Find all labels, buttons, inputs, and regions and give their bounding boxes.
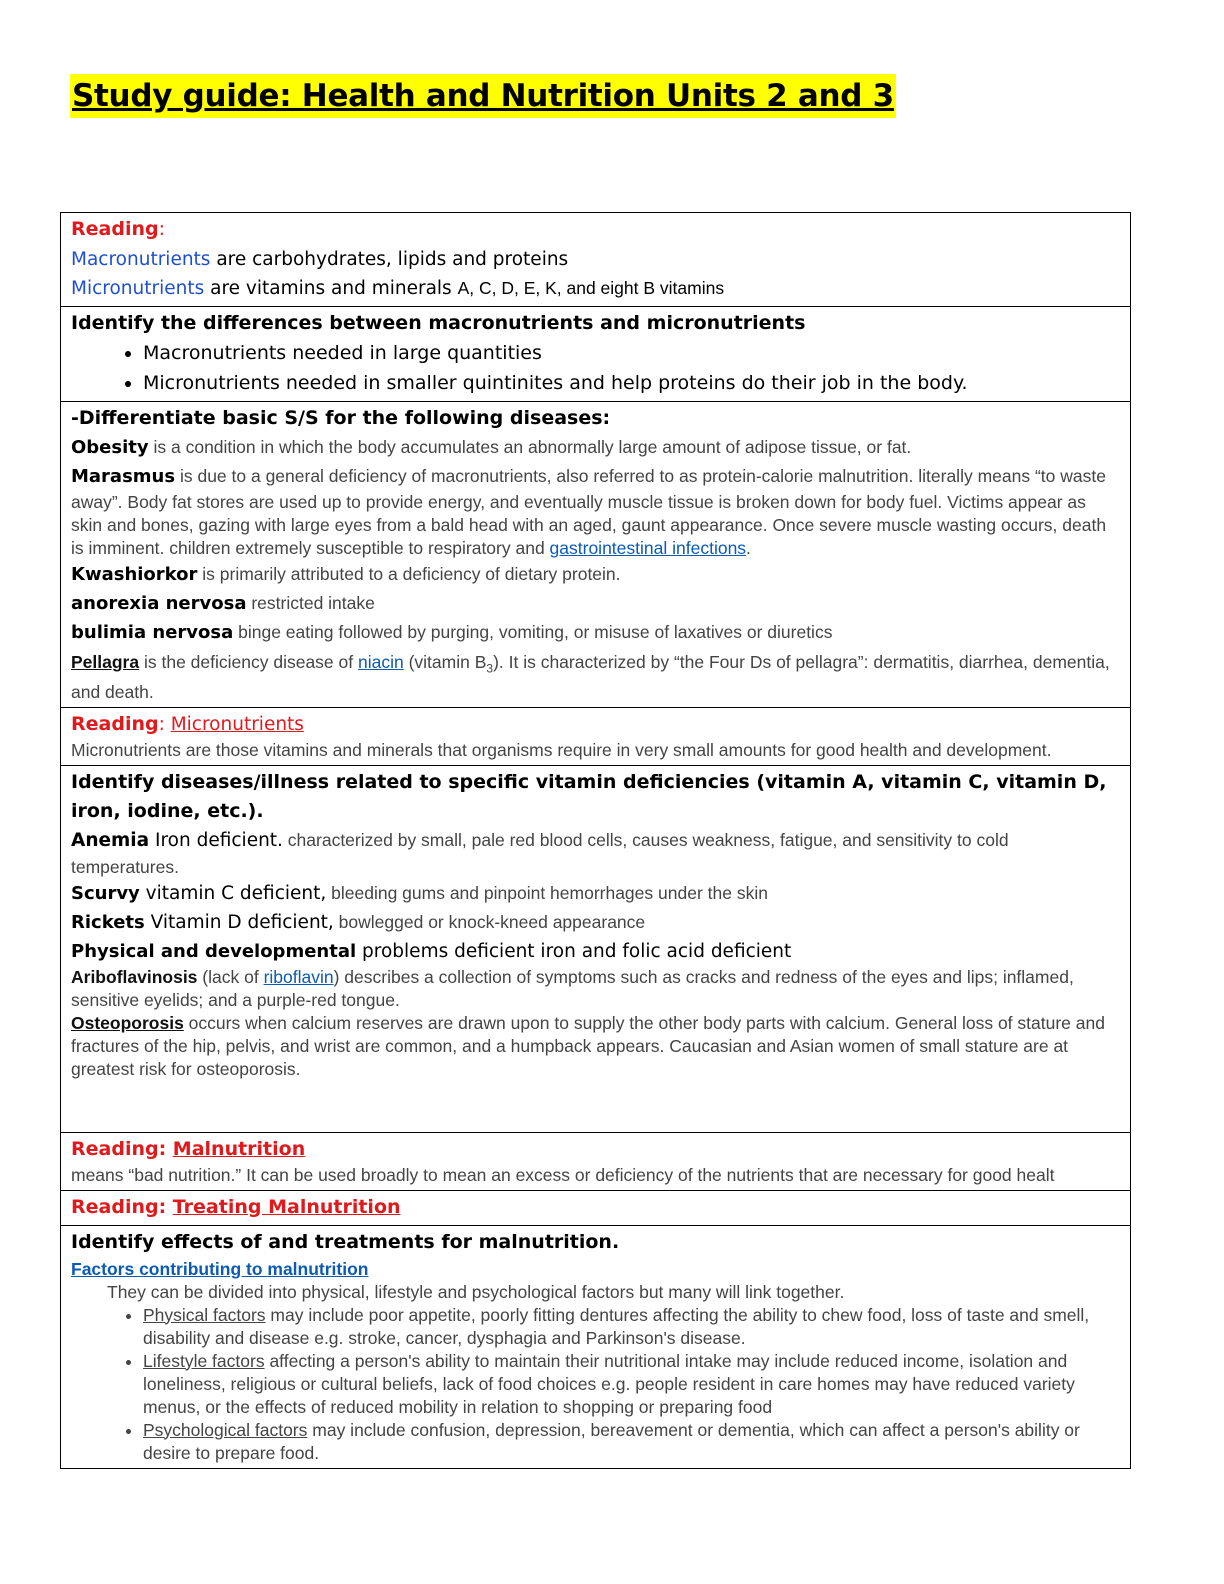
list-item: [143, 1350, 1120, 1419]
riboflavin-link[interactable]: riboflavin: [263, 966, 334, 987]
pellagra-para: [71, 647, 1120, 704]
pellagra-subscript: 3: [486, 661, 494, 676]
anorexia-text: restricted intake: [246, 593, 375, 613]
factors-intro: They can be divided into physical, lifestyle and psychological factors but many will link together.: [107, 1281, 845, 1302]
kwashiorkor-text: is primarily attributed to a deficiency of dietary protein.: [197, 564, 621, 584]
scurvy-term: Scurvy: [71, 882, 140, 904]
row1-heading-line: [71, 214, 1120, 245]
reading-colon: :: [158, 713, 171, 735]
reading-colon: :: [158, 218, 165, 240]
micronutrients-reading-link[interactable]: Micronutrients: [170, 713, 304, 735]
kwashiorkor-line: [71, 560, 1120, 589]
vitamin-heading: Identify diseases/illness related to specific vitamin deficiencies (vitamin A, vitamin C, vitamin D, iron, iodine, etc.).: [71, 770, 1107, 822]
reading-label: Reading:: [71, 1137, 173, 1160]
bulimia-text: binge eating followed by purging, vomiting, or misuse of laxatives or diuretics: [233, 622, 833, 642]
physical-line: [71, 937, 1120, 966]
psychological-factors-label: Psychological factors: [143, 1419, 308, 1440]
list-item: • Micronutrients needed in smaller quintinites and help proteins do their job in the body.: [143, 368, 1120, 398]
row-vitamin-deficiencies: [61, 765, 1130, 1132]
row-differences: [61, 306, 1130, 401]
row7-heading-line: [71, 1193, 1120, 1222]
psychological-factors-text: may include confusion, depression, bereavement or dementia, which can affect a person's ability or desire to prepare food.: [143, 1419, 1080, 1463]
scurvy-cal: vitamin C deficient,: [139, 882, 327, 904]
scurvy-text: bleeding gums and pinpoint hemorrhages under the skin: [326, 882, 768, 903]
osteoporosis-text: occurs when calcium reserves are drawn upon to supply the other body parts with calcium. General loss of stature and fractures of the hip, pelvis, and wrist are common, and a humpback appears. Caucasian and Asian women of small stature are at greatest risk for osteoporosis.: [71, 1012, 1105, 1079]
anorexia-line: [71, 589, 1120, 618]
row-diseases: [61, 401, 1130, 707]
effects-heading: Identify effects of and treatments for malnutrition.: [71, 1230, 620, 1253]
anemia-term: Anemia: [71, 829, 150, 851]
osteoporosis-para: [71, 1012, 1120, 1129]
ariboflavinosis-text-1: (lack of: [197, 966, 264, 987]
obesity-line: [71, 433, 1120, 462]
rickets-line: [71, 908, 1120, 937]
malnutrition-definition: means “bad nutrition.” It can be used broadly to mean an excess or deficiency of the nutrients that are necessary for good healt: [71, 1164, 1055, 1185]
micronutrients-text: are vitamins and minerals: [204, 278, 458, 299]
row-malnutrition-effects: [61, 1225, 1130, 1468]
factors-link[interactable]: Factors contributing to malnutrition: [71, 1258, 369, 1279]
page-title: Study guide: Health and Nutrition Units 2 and 3: [70, 74, 896, 118]
gastrointestinal-infections-link[interactable]: gastrointestinal infections: [549, 538, 747, 558]
physical-factors-label: Physical factors: [143, 1304, 266, 1325]
pellagra-text-2: (vitamin B: [403, 652, 487, 672]
marasmus-text: is due to a general deficiency of macronutrients, also referred to as protein-calorie malnutrition. literally means “to waste away”. Body fat stores are used up to provide energy, and eventually muscle tissue is broken down for body fuel. Victims appear as skin and bones, gazing with large eyes from a bald head with an aged, gaunt appearance. Once severe muscle wasting occurs, death is imminent. children extremely susceptible to respiratory and: [71, 466, 1107, 558]
obesity-term: Obesity: [71, 437, 149, 458]
bulimia-term: bulimia nervosa: [71, 622, 234, 643]
list-item: [143, 1304, 1120, 1350]
reading-label: Reading: [71, 218, 159, 240]
rickets-term: Rickets: [71, 911, 145, 933]
pellagra-text-3: ). It is characterized by “the Four Ds of pellagra”: dermatitis, diarrhea, dementia, and death.: [71, 652, 1110, 702]
ariboflavinosis-para: [71, 966, 1120, 1012]
macronutrients-line: [71, 245, 1120, 274]
niacin-link[interactable]: niacin: [357, 652, 404, 672]
lifestyle-factors-text: affecting a person's ability to maintain their nutritional intake may include reduced income, isolation and loneliness, religious or cultural beliefs, lack of food choices e.g. people resident in care homes may have reduced variety menus, or the effects of reduced mobility in relation to shopping or preparing food: [143, 1350, 1075, 1417]
macronutrients-text: are carbohydrates, lipids and proteins: [210, 249, 569, 270]
row4-heading-line: [71, 710, 1120, 739]
factors-subheading-line: [71, 1257, 1120, 1281]
row-reading-malnutrition: [61, 1132, 1130, 1190]
title-wrap: [70, 74, 896, 118]
micronutrients-line: [71, 274, 1120, 303]
marasmus-term: Marasmus: [71, 466, 176, 487]
obesity-text: is a condition in which the body accumulates an abnormally large amount of adipose tissue, or fat.: [148, 437, 912, 457]
bulimia-line: [71, 618, 1120, 647]
anemia-text: characterized by small, pale red blood cells, causes weakness, fatigue, and sensitivity to cold temperatures.: [71, 829, 1009, 877]
row6-heading-line: [71, 1135, 1120, 1164]
physical-term: Physical and developmental: [71, 940, 357, 962]
physical-factors-text: may include poor appetite, poorly fitting dentures affecting the ability to chew food, loss of taste and smell, disability and disease e.g. stroke, cancer, dysphagia and Parkinson's disease.: [143, 1304, 1090, 1348]
marasmus-para: [71, 462, 1120, 560]
factors-list: [71, 1304, 1120, 1465]
vitamins-list: A, C, D, E, K, and eight B vitamins: [457, 278, 725, 298]
study-table: [60, 212, 1131, 1469]
differences-heading: Identify the differences between macronutrients and micronutrients: [71, 312, 806, 334]
diseases-heading: -Differentiate basic S/S for the following diseases:: [71, 407, 611, 429]
micronutrients-definition: Micronutrients are those vitamins and minerals that organisms require in very small amounts for good health and development.: [71, 739, 1052, 760]
lifestyle-factors-label: Lifestyle factors: [143, 1350, 265, 1371]
row-reading-micronutrients: [61, 707, 1130, 765]
anemia-cal: Iron deficient.: [149, 829, 283, 851]
anorexia-term: anorexia nervosa: [71, 593, 247, 614]
row-reading-nutrients: [61, 213, 1130, 306]
differences-list: [71, 338, 1120, 398]
reading-label: Reading:: [71, 1195, 173, 1218]
rickets-cal: Vitamin D deficient,: [144, 911, 334, 933]
anemia-para: [71, 826, 1120, 879]
treating-malnutrition-link[interactable]: Treating Malnutrition: [172, 1195, 401, 1218]
row-reading-treating: [61, 1190, 1130, 1225]
physical-text: problems deficient iron and folic acid deficient: [356, 940, 792, 962]
micronutrients-term: Micronutrients: [71, 278, 205, 299]
reading-label: Reading: [71, 712, 159, 735]
ariboflavinosis-term: Ariboflavinosis: [71, 966, 198, 987]
ariboflavinosis-text-2: ) describes a collection of symptoms such as cracks and redness of the eyes and lips; inflamed, sensitive eyelids; and a purple-red tongue.: [71, 966, 1074, 1010]
kwashiorkor-term: Kwashiorkor: [71, 564, 198, 585]
pellagra-text-1: is the deficiency disease of: [139, 652, 358, 672]
list-item: • Macronutrients needed in large quantities: [143, 338, 1120, 368]
macronutrients-term: Macronutrients: [71, 249, 211, 270]
osteoporosis-term: Osteoporosis: [71, 1012, 184, 1033]
list-item: [143, 1419, 1120, 1465]
pellagra-term: Pellagra: [71, 652, 140, 672]
rickets-text: bowlegged or knock-kneed appearance: [333, 911, 646, 932]
marasmus-end: .: [746, 538, 751, 558]
malnutrition-reading-link[interactable]: Malnutrition: [172, 1137, 306, 1160]
scurvy-line: [71, 879, 1120, 908]
